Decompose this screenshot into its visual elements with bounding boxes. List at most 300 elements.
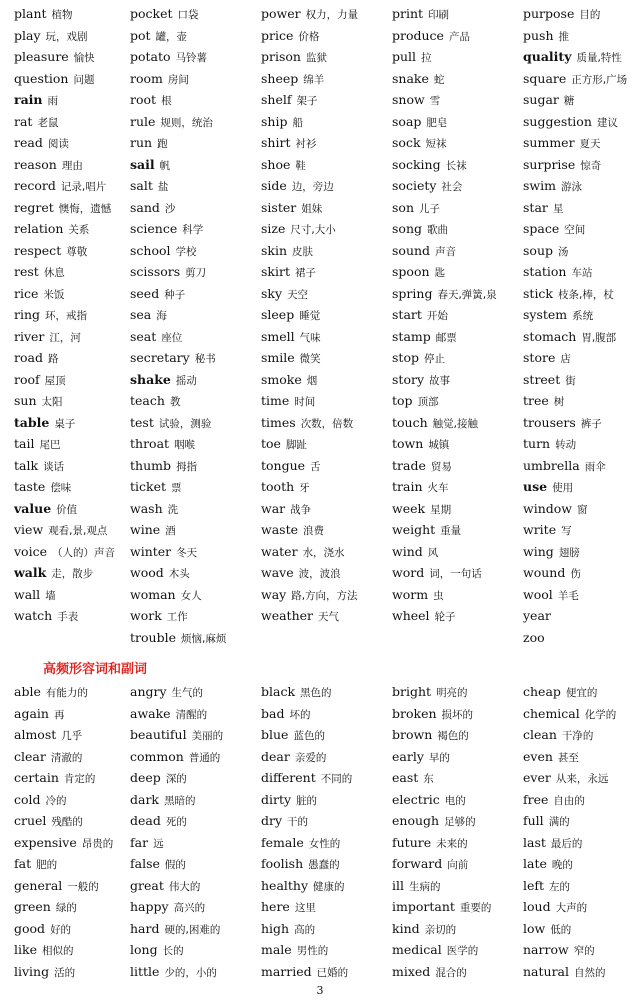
vocab-entry	[130, 938, 261, 960]
vocab-entry	[14, 174, 130, 196]
vocab-word: square	[523, 70, 567, 86]
vocab-entry	[523, 518, 640, 540]
vocab-word: school	[130, 242, 171, 258]
vocab-meaning: 未来的	[436, 837, 468, 850]
vocab-entry	[261, 852, 392, 874]
vocab-entry	[523, 766, 640, 788]
vocab-word: again	[14, 705, 49, 721]
vocab-entry	[392, 239, 523, 261]
vocab-entry	[261, 604, 392, 626]
vocab-entry	[392, 196, 523, 218]
vocab-entry	[523, 45, 640, 67]
vocab-entry	[130, 131, 261, 153]
vocab-entry	[392, 831, 523, 853]
vocab-entry	[392, 518, 523, 540]
vocab-entry	[14, 67, 130, 89]
vocab-meaning: 屋顶	[44, 374, 66, 387]
vocab-meaning: 剪刀	[185, 267, 207, 279]
vocab-meaning: 路,方向，方法	[291, 589, 358, 602]
vocab-entry	[14, 411, 130, 433]
vocab-word: pull	[392, 49, 417, 64]
vocab-word: thumb	[130, 457, 171, 473]
vocab-meaning: 脚趾	[285, 439, 307, 451]
vocab-word: pocket	[130, 6, 173, 21]
vocab-meaning: 战争	[290, 503, 312, 516]
vocab-entry	[130, 260, 261, 282]
vocab-entry	[261, 917, 392, 939]
vocab-entry	[523, 196, 640, 218]
vocab-word: here	[261, 899, 290, 914]
vocab-meaning: 次数，倍数	[300, 417, 354, 430]
vocab-meaning: 摇动	[175, 374, 197, 387]
vocab-meaning: 皮肤	[292, 245, 314, 258]
vocab-meaning: 手表	[57, 611, 79, 623]
vocab-meaning: 拉	[421, 52, 432, 64]
vocab-meaning: 相似的	[41, 945, 74, 957]
vocab-meaning: 种子	[164, 288, 186, 301]
vocab-meaning: 理由	[61, 159, 83, 172]
vocab-word: relation	[14, 221, 64, 236]
vocab-entry	[392, 895, 523, 917]
vocab-entry	[14, 938, 130, 960]
vocab-entry	[392, 260, 523, 282]
vocab-meaning: 生气的	[171, 687, 204, 699]
vocab-word: bright	[392, 684, 432, 699]
vocab-word: ill	[392, 877, 404, 893]
vocab-entry	[14, 45, 130, 67]
vocab-word: society	[392, 178, 437, 193]
vocab-entry	[392, 702, 523, 724]
vocab-entry	[392, 917, 523, 939]
vocab-entry	[523, 540, 640, 562]
vocab-entry	[392, 745, 523, 767]
vocab-word: waste	[261, 522, 298, 537]
vocab-entry	[261, 960, 392, 982]
vocab-entry	[392, 110, 523, 132]
vocab-word: touch	[392, 414, 428, 430]
vocab-meaning: 一般的	[67, 880, 99, 893]
vocab-entry	[523, 303, 640, 325]
vocab-meaning: 科学	[182, 224, 204, 236]
vocab-word: expensive	[14, 834, 77, 850]
vocab-word: certain	[14, 770, 59, 785]
vocab-word: left	[523, 877, 545, 893]
vocab-word: view	[14, 522, 44, 537]
vocab-entry	[14, 745, 130, 767]
vocab-meaning: 洗	[167, 503, 179, 516]
vocab-meaning: 长袜	[445, 159, 467, 172]
vocab-word: sound	[392, 242, 431, 258]
vocab-entry	[130, 325, 261, 347]
vocab-entry	[130, 153, 261, 175]
vocab-meaning: 社会	[441, 181, 463, 193]
vocab-entry	[261, 680, 392, 702]
vocab-word: trouble	[130, 629, 176, 645]
vocab-entry	[523, 938, 640, 960]
vocab-word: read	[14, 135, 43, 150]
vocab-meaning: 虫	[433, 589, 444, 602]
vocab-meaning: 裙子	[295, 267, 316, 279]
vocab-entry	[130, 303, 261, 325]
vocab-meaning: 风	[427, 546, 439, 559]
vocab-meaning: 重要的	[459, 902, 492, 914]
vocab-word: town	[392, 436, 424, 451]
vocab-entry	[14, 131, 130, 153]
vocab-meaning: 干的	[287, 816, 309, 828]
vocab-meaning: 票	[171, 482, 182, 494]
adjectives-column-5	[523, 680, 640, 981]
vocab-entry	[130, 831, 261, 853]
vocab-meaning: 火车	[427, 482, 449, 494]
vocab-meaning: 船	[292, 116, 303, 129]
vocab-entry	[392, 475, 523, 497]
vocab-entry	[261, 540, 392, 562]
vocab-entry	[130, 110, 261, 132]
vocab-word: sock	[392, 135, 421, 150]
vocab-entry	[261, 174, 392, 196]
vocab-word: rat	[14, 113, 33, 129]
vocab-meaning: 谈话	[43, 460, 65, 473]
vocab-word: son	[392, 199, 414, 215]
vocab-entry	[392, 561, 523, 583]
vocab-entry	[130, 411, 261, 433]
vocab-entry	[523, 604, 640, 626]
vocab-entry	[523, 874, 640, 896]
vocab-entry	[261, 518, 392, 540]
vocab-entry	[130, 680, 261, 702]
vocab-word: male	[261, 942, 292, 957]
vocab-meaning: 酒	[165, 525, 176, 537]
vocab-entry	[261, 88, 392, 110]
vocab-entry	[392, 217, 523, 239]
vocab-word: space	[523, 221, 560, 236]
vocab-meaning: 路	[47, 353, 59, 365]
vocab-meaning: 女人	[180, 589, 202, 602]
vocab-meaning: 残酷的	[51, 816, 83, 828]
vocab-word: plant	[14, 6, 47, 21]
vocab-entry	[14, 917, 130, 939]
vocab-meaning: 足够的	[444, 816, 476, 828]
vocab-meaning: 权力，力量	[305, 9, 359, 21]
vocab-entry	[392, 67, 523, 89]
vocab-entry	[261, 67, 392, 89]
vocab-meaning: 贸易	[430, 460, 452, 473]
vocab-entry	[130, 766, 261, 788]
vocab-entry	[130, 583, 261, 605]
vocab-meaning: 坏的	[289, 708, 311, 721]
vocab-entry	[392, 24, 523, 46]
vocab-word: trade	[392, 457, 426, 473]
vocab-meaning: 咽喉	[174, 439, 196, 451]
vocab-word: cruel	[14, 813, 47, 828]
vocab-word: song	[392, 221, 422, 236]
vocab-entry	[523, 702, 640, 724]
vocab-word: sky	[261, 285, 283, 301]
vocab-word: even	[523, 748, 553, 764]
vocab-entry	[14, 282, 130, 304]
vocab-word: wool	[523, 586, 553, 602]
vocab-entry	[523, 723, 640, 745]
vocab-word: times	[261, 414, 296, 430]
vocab-word: smoke	[261, 371, 302, 387]
vocab-meaning: 雨	[47, 95, 59, 107]
vocab-word: smell	[261, 328, 295, 344]
vocab-meaning: 房间	[167, 73, 189, 86]
vocab-meaning: 关系	[68, 224, 90, 236]
vocab-meaning: 老鼠	[37, 116, 59, 129]
vocab-meaning: 城镇	[428, 439, 450, 451]
vocab-meaning: 自然的	[574, 966, 606, 979]
vocab-word: regret	[14, 199, 54, 215]
vocab-entry	[130, 788, 261, 810]
vocab-word: wine	[130, 522, 161, 537]
vocab-word: play	[14, 27, 41, 43]
vocab-word: stick	[523, 285, 554, 301]
vocab-meaning: 死的	[165, 816, 187, 828]
vocab-meaning: 休息	[43, 267, 65, 279]
vocab-word: throat	[130, 436, 170, 451]
vocab-word: wash	[130, 500, 163, 516]
vocab-entry	[392, 153, 523, 175]
vocab-entry	[130, 67, 261, 89]
vocab-meaning: 街	[565, 374, 576, 387]
vocab-word: sugar	[523, 92, 559, 107]
vocab-entry	[14, 346, 130, 368]
noun-word-list	[0, 2, 640, 647]
vocab-meaning: 从来，永远	[555, 773, 609, 785]
vocab-word: soup	[523, 242, 553, 258]
vocab-entry	[130, 346, 261, 368]
vocab-entry	[130, 895, 261, 917]
vocab-entry	[261, 196, 392, 218]
vocab-word: size	[261, 221, 286, 236]
vocab-entry	[14, 325, 130, 347]
vocab-meaning: 建议	[596, 116, 618, 129]
vocab-meaning: 愉快	[73, 52, 95, 64]
vocab-word: turn	[523, 436, 551, 451]
vocab-entry	[392, 809, 523, 831]
vocab-meaning: 冬天	[176, 546, 198, 559]
vocab-meaning: 水，浇水	[302, 546, 345, 559]
vocab-meaning: 汤	[558, 245, 569, 258]
vocab-meaning: 试验，测验	[158, 417, 212, 430]
vocab-meaning: 男性的	[296, 945, 329, 957]
vocab-entry	[261, 282, 392, 304]
vocab-entry	[261, 153, 392, 175]
vocab-entry	[130, 626, 261, 648]
vocab-meaning: 损坏的	[441, 708, 474, 721]
vocab-word: awake	[130, 705, 171, 721]
vocab-word: sun	[14, 393, 37, 408]
vocab-meaning: 系统	[572, 310, 594, 322]
vocab-word: purpose	[523, 6, 575, 21]
vocab-entry	[523, 24, 640, 46]
vocab-entry	[261, 2, 392, 24]
vocab-entry	[130, 24, 261, 46]
vocab-word: dead	[130, 813, 161, 828]
vocab-word: shoe	[261, 156, 291, 172]
vocab-meaning: 绵羊	[303, 73, 325, 86]
vocab-word: seed	[130, 285, 160, 301]
vocab-meaning: 少的，小的	[164, 966, 217, 979]
vocab-word: train	[392, 479, 423, 494]
vocab-word: snake	[392, 70, 429, 86]
vocab-meaning: 大声的	[555, 902, 588, 914]
nouns-column-2	[130, 2, 261, 647]
adjectives-column-4	[392, 680, 523, 981]
vocab-meaning: 美丽的	[191, 730, 224, 742]
vocab-word: sea	[130, 307, 152, 322]
vocab-meaning: 跑	[157, 138, 168, 150]
vocab-entry	[14, 518, 130, 540]
vocab-word: side	[261, 178, 287, 193]
vocab-meaning: 米饭	[43, 288, 65, 301]
vocab-entry	[523, 475, 640, 497]
vocab-meaning: 海	[156, 310, 167, 322]
vocab-meaning: 气味	[299, 331, 321, 344]
vocab-word: skin	[261, 242, 288, 258]
vocab-entry	[14, 153, 130, 175]
vocab-meaning: 学校	[175, 245, 197, 258]
vocab-meaning: 绿的	[55, 902, 77, 914]
vocab-entry	[130, 2, 261, 24]
vocab-word: watch	[14, 608, 53, 623]
vocab-meaning: 重量	[440, 525, 462, 537]
vocab-meaning: 口袋	[177, 9, 199, 21]
nouns-column-3	[261, 2, 392, 647]
vocab-entry	[14, 852, 130, 874]
vocab-meaning: 星期	[430, 503, 452, 516]
vocab-word: long	[130, 942, 158, 957]
vocab-word: trousers	[523, 414, 576, 430]
vocab-entry	[523, 680, 640, 702]
vocab-meaning: 玩，戏剧	[45, 30, 88, 43]
vocab-entry	[392, 540, 523, 562]
vocab-word: deep	[130, 770, 161, 785]
vocab-word: broken	[392, 705, 437, 721]
vocab-meaning: 根	[161, 95, 172, 107]
vocab-word: start	[392, 307, 422, 322]
vocab-meaning: 印刷	[428, 9, 450, 21]
vocab-entry	[523, 745, 640, 767]
vocab-word: brown	[392, 727, 433, 742]
vocab-meaning: 晚的	[551, 859, 573, 871]
vocab-entry	[261, 45, 392, 67]
vocab-meaning: 向前	[447, 859, 469, 871]
vocab-word: station	[523, 264, 567, 279]
vocab-entry	[130, 852, 261, 874]
vocab-entry	[392, 852, 523, 874]
vocab-word: able	[14, 684, 41, 699]
vocab-entry	[392, 325, 523, 347]
vocab-entry	[14, 809, 130, 831]
vocab-entry	[130, 217, 261, 239]
vocab-entry	[261, 217, 392, 239]
vocab-word: cold	[14, 791, 41, 807]
vocab-meaning: 甚至	[557, 751, 579, 764]
vocab-meaning: 长的	[162, 945, 184, 957]
vocab-entry	[261, 788, 392, 810]
vocab-entry	[392, 45, 523, 67]
vocab-word: store	[523, 350, 556, 365]
vocab-meaning: 烟	[306, 374, 318, 387]
vocab-meaning: 牙	[299, 482, 310, 494]
vocab-meaning: 太阳	[41, 396, 63, 408]
vocab-word: system	[523, 307, 568, 322]
vocab-word: stomach	[523, 328, 577, 344]
vocab-word: power	[261, 6, 301, 21]
vocab-word: work	[130, 608, 162, 623]
vocab-word: weight	[392, 522, 436, 537]
vocab-meaning: 明亮的	[436, 687, 468, 699]
vocab-word: false	[130, 856, 160, 871]
vocab-word: little	[130, 963, 160, 979]
vocab-entry	[130, 454, 261, 476]
vocab-entry	[130, 702, 261, 724]
vocab-word: window	[523, 500, 572, 516]
vocab-meaning: 木头	[168, 568, 190, 580]
vocab-word: high	[261, 920, 290, 936]
vocab-meaning: 歌曲	[427, 224, 448, 236]
vocab-entry	[523, 788, 640, 810]
vocab-word: full	[523, 813, 544, 828]
vocab-word: sand	[130, 199, 160, 215]
vocab-word: salt	[130, 178, 153, 193]
vocab-meaning: 故事	[429, 374, 451, 387]
vocab-entry	[261, 368, 392, 390]
vocab-word: fat	[14, 856, 32, 871]
vocab-entry	[261, 723, 392, 745]
vocab-meaning: 春天,弹簧,泉	[437, 288, 497, 301]
vocab-word: pleasure	[14, 49, 69, 64]
vocab-word: ring	[14, 307, 41, 322]
vocab-meaning: 马铃薯	[175, 52, 208, 64]
vocab-word: narrow	[523, 942, 569, 957]
vocab-word: print	[392, 6, 424, 21]
vocab-word: kind	[392, 920, 420, 936]
vocab-meaning: 边，旁边	[291, 181, 334, 193]
vocab-word: wall	[14, 586, 41, 602]
vocab-entry	[392, 282, 523, 304]
vocab-word: almost	[14, 727, 57, 742]
vocab-entry	[261, 325, 392, 347]
vocab-word: wheel	[392, 608, 430, 623]
vocab-word: rule	[130, 113, 156, 129]
vocab-entry	[523, 561, 640, 583]
vocab-entry	[523, 325, 640, 347]
vocab-word: dry	[261, 813, 283, 828]
vocab-meaning: 高的	[294, 923, 316, 936]
vocab-meaning: 假的	[164, 859, 186, 871]
vocab-word: river	[14, 328, 45, 344]
vocab-entry	[261, 745, 392, 767]
vocab-word: rest	[14, 264, 39, 279]
vocab-meaning: 质量,特性	[576, 52, 622, 64]
vocab-entry	[523, 346, 640, 368]
vocab-word: quality	[523, 49, 572, 64]
vocab-meaning: 夏天	[579, 138, 601, 150]
vocab-word: way	[261, 586, 287, 602]
vocab-entry	[14, 604, 130, 626]
vocab-meaning: 拇指	[175, 460, 197, 473]
vocab-entry	[261, 454, 392, 476]
vocab-word: talk	[14, 457, 39, 473]
vocab-word: reason	[14, 156, 57, 172]
vocab-word: story	[392, 371, 425, 387]
vocab-word: foolish	[261, 856, 304, 871]
vocab-meaning: 有能力的	[45, 687, 88, 699]
vocab-word: water	[261, 543, 298, 559]
